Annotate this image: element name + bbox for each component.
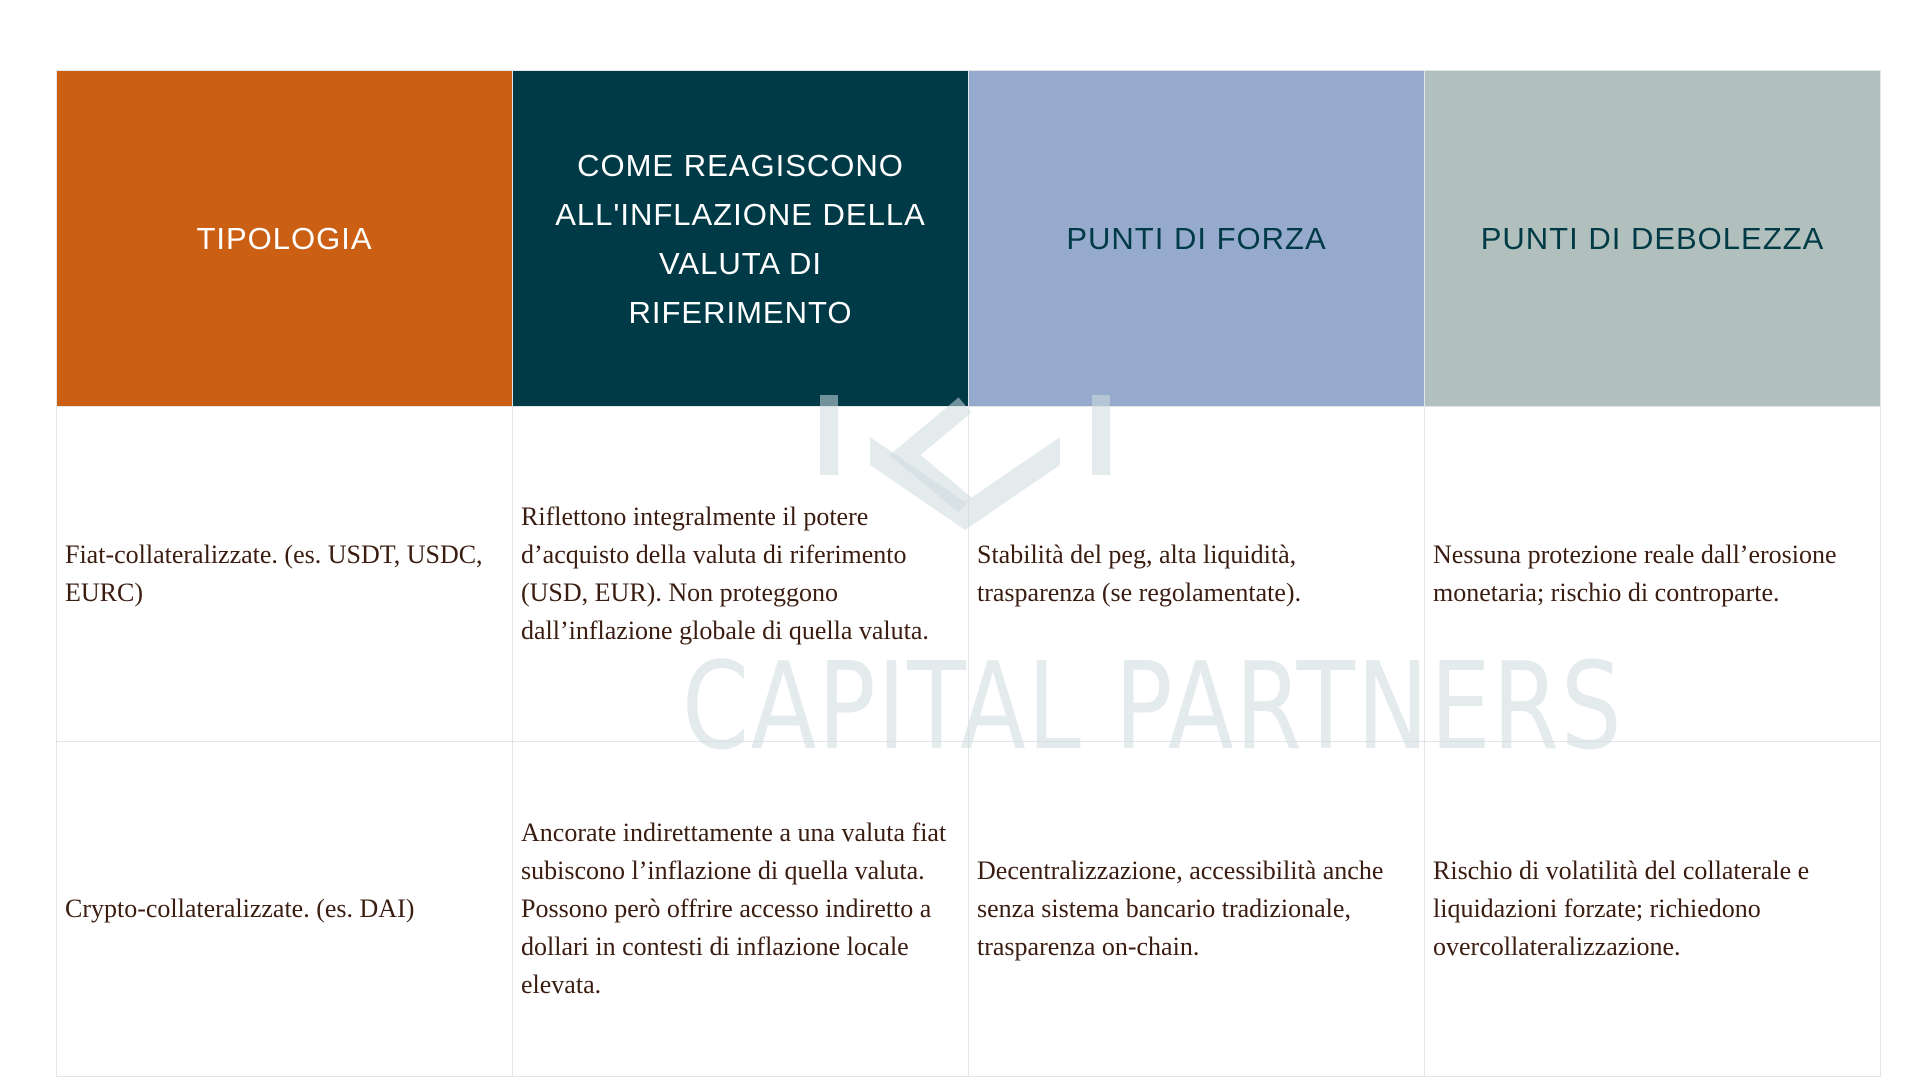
table-body [57, 407, 1881, 1077]
cell-debolezza [1425, 742, 1881, 1077]
table-header [57, 71, 1881, 407]
cell-forza [969, 742, 1425, 1077]
cell-text: Crypto-collateralizzate. (es. DAI) [65, 894, 415, 923]
cell-text: Rischio di volatilità del collaterale e liquidazioni forzate; richiedono overcollateralizzazione. [1433, 856, 1810, 961]
cell-text: Decentralizzazione, accessibilità anche senza sistema bancario tradizionale, trasparenza on-chain. [977, 856, 1384, 961]
header-punti-di-debolezza: PUNTI DI DEBOLEZZA [1425, 71, 1881, 407]
cell-text: Fiat-collateralizzate. (es. USDT, USDC, EURC) [65, 540, 483, 607]
header-reazione-inflazione: COME REAGISCONO ALL'INFLAZIONE DELLA VALUTA DI RIFERIMENTO [513, 71, 969, 407]
cell-text: Nessuna protezione reale dall’erosione monetaria; rischio di controparte. [1433, 540, 1837, 607]
cell-reazione [513, 742, 969, 1077]
cell-debolezza [1425, 407, 1881, 742]
table-row [57, 742, 1881, 1077]
cell-forza [969, 407, 1425, 742]
cell-tipologia [57, 407, 513, 742]
header-row [57, 71, 1881, 407]
cell-text: Stabilità del peg, alta liquidità, trasparenza (se regolamentate). [977, 540, 1302, 607]
table-row [57, 407, 1881, 742]
watermark-text: CAPITAL PARTNERS [682, 638, 1624, 777]
header-tipologia: TIPOLOGIA [57, 71, 513, 407]
cell-reazione [513, 407, 969, 742]
cell-text: Ancorate indirettamente a una valuta fiat subiscono l’inflazione di quella valuta. Possono però offrire accesso indiretto a dollari in contesti di inflazione locale elevata. [521, 818, 947, 999]
comparison-table [56, 70, 1881, 1077]
header-punti-di-forza: PUNTI DI FORZA [969, 71, 1425, 407]
cell-tipologia [57, 742, 513, 1077]
cell-text: Riflettono integralmente il potere d’acquisto della valuta di riferimento (USD, EUR). Non proteggono dall’inflazione globale di quella valuta. [521, 502, 929, 645]
